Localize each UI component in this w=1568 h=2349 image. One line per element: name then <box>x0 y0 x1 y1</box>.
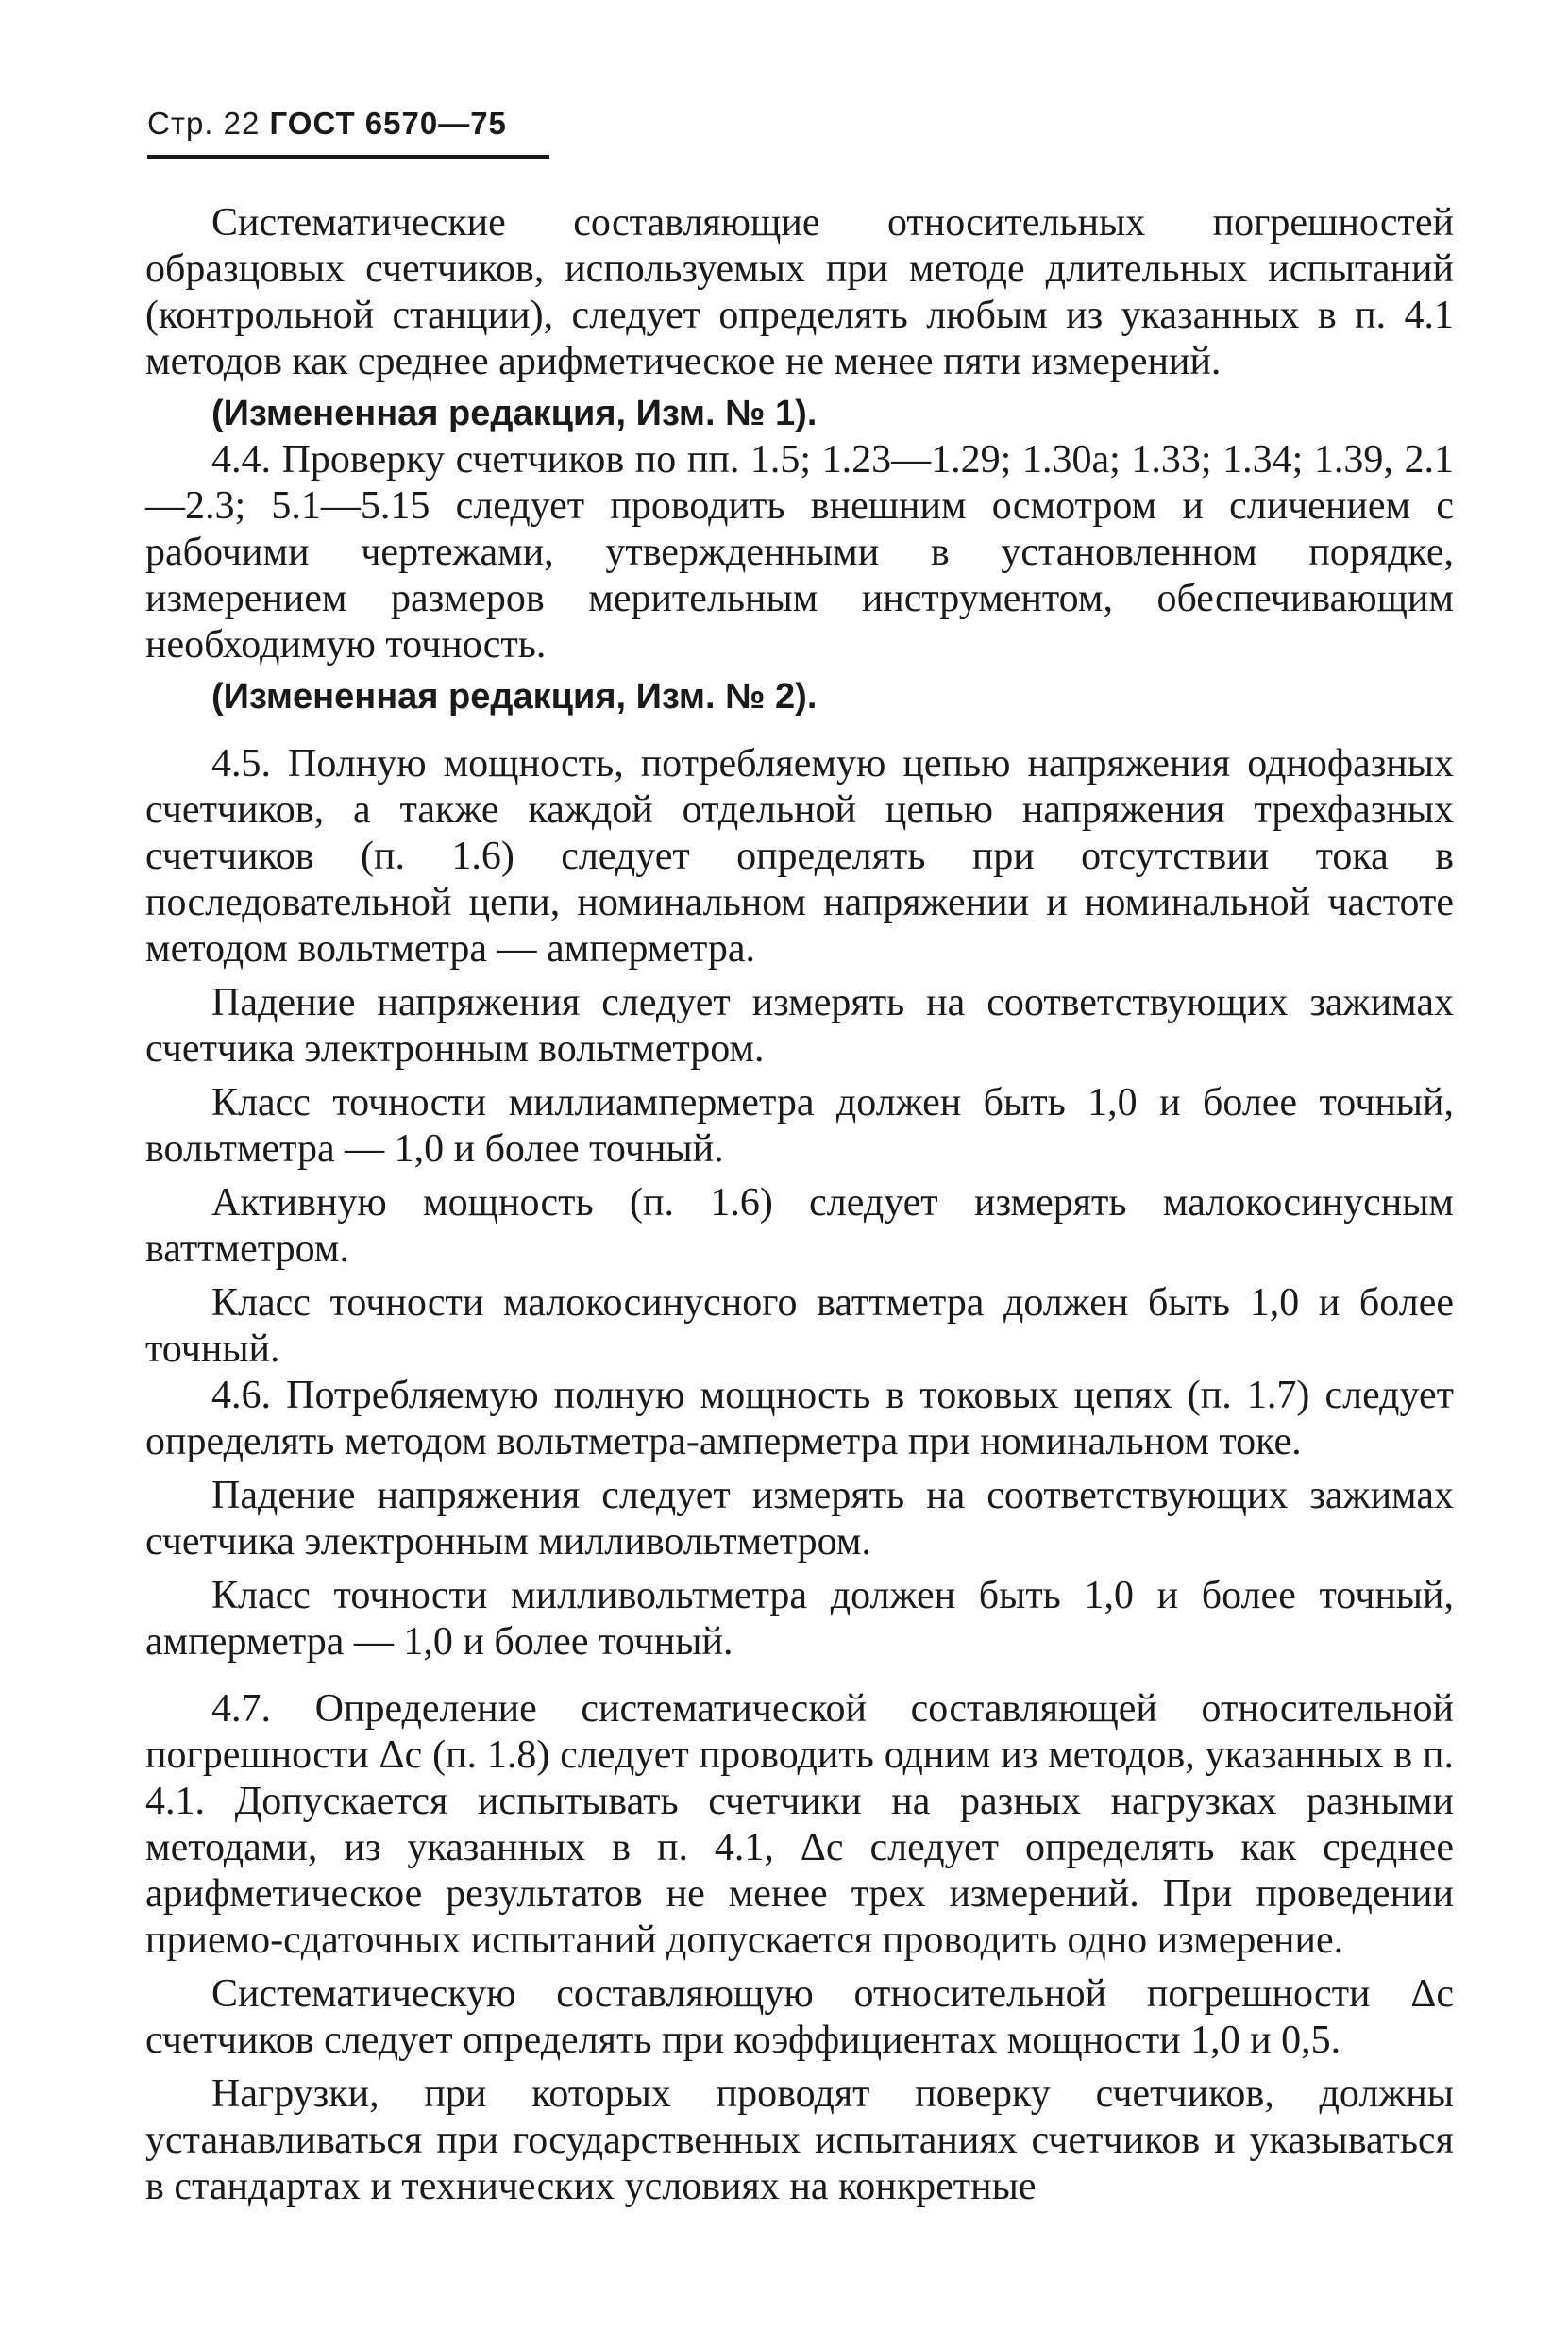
document-body <box>145 200 1454 2210</box>
paragraph: Систематические составляющие относительных погрешностей образцовых счетчиков, используемых при методе длительных испытаний (контрольной станции), следует определять любым из указанных в п. 4.1 методов как среднее арифметическое не менее пяти измерений. <box>145 201 1454 383</box>
paragraph: 4.7. Определение систематической составляющей относительной погрешности Δс (п. 1.8) следует проводить одним из методов, указанных в п. 4.1. Допускается испытывать счетчики на разных нагрузках разными методами, из указанных в п. 4.1, Δс следует определять как среднее арифметическое результатов не менее трех измерений. При проведении приемо-сдаточных испытаний допускается проводить одно измерение. <box>145 1687 1454 1962</box>
amendment-note: (Измененная редакция, Изм. № 2). <box>211 677 818 717</box>
paragraph: Нагрузки, при которых проводят поверку счетчиков, должны устанавливаться при государственных испытаниях счетчиков и указываться в стандартах и технических условиях на конкретные <box>145 2072 1454 2208</box>
page-number: Стр. 22 <box>147 106 261 141</box>
page-header <box>147 106 507 142</box>
amendment-note: (Измененная редакция, Изм. № 1). <box>211 394 818 433</box>
header-rule <box>147 155 549 159</box>
paragraph: Класс точности миллиамперметра должен быть 1,0 и более точный, вольтметра — 1,0 и более точный. <box>145 1081 1454 1171</box>
paragraph: Класс точности малокосинусного ваттметра должен быть 1,0 и более точный. <box>145 1281 1454 1371</box>
paragraph: Падение напряжения следует измерять на соответствующих зажимах счетчика электронным милливольтметром. <box>145 1474 1454 1563</box>
paragraph: Класс точности милливольтметра должен быть 1,0 и более точный, амперметра — 1,0 и более точный. <box>145 1574 1454 1664</box>
paragraph: Систематическую составляющую относительной погрешности Δс счетчиков следует определять при коэффициентах мощности 1,0 и 0,5. <box>145 1972 1454 2062</box>
paragraph: 4.4. Проверку счетчиков по пп. 1.5; 1.23—1.29; 1.30а; 1.33; 1.34; 1.39, 2.1—2.3; 5.1—5.15 следует проводить внешним осмотром и сличением с рабочими чертежами, утвержденными в установленном порядке, измерением размеров мерительным инструментом, обеспечивающим необходимую точность. <box>145 438 1454 667</box>
paragraph: Падение напряжения следует измерять на соответствующих зажимах счетчика электронным вольтметром. <box>145 981 1454 1071</box>
paragraph: 4.5. Полную мощность, потребляемую цепью напряжения однофазных счетчиков, а также каждой отдельной цепью напряжения трехфазных счетчиков (п. 1.6) следует определять при отсутствии тока в последовательной цепи, номинальном напряжении и номинальной частоте методом вольтметра — амперметра. <box>145 742 1454 971</box>
standard-id: ГОСТ 6570—75 <box>269 106 507 141</box>
paragraph: Активную мощность (п. 1.6) следует измерять малокосинусным ваттметром. <box>145 1181 1454 1271</box>
paragraph: 4.6. Потребляемую полную мощность в токовых цепях (п. 1.7) следует определять методом вольтметра-амперметра при номинальном токе. <box>145 1374 1454 1463</box>
